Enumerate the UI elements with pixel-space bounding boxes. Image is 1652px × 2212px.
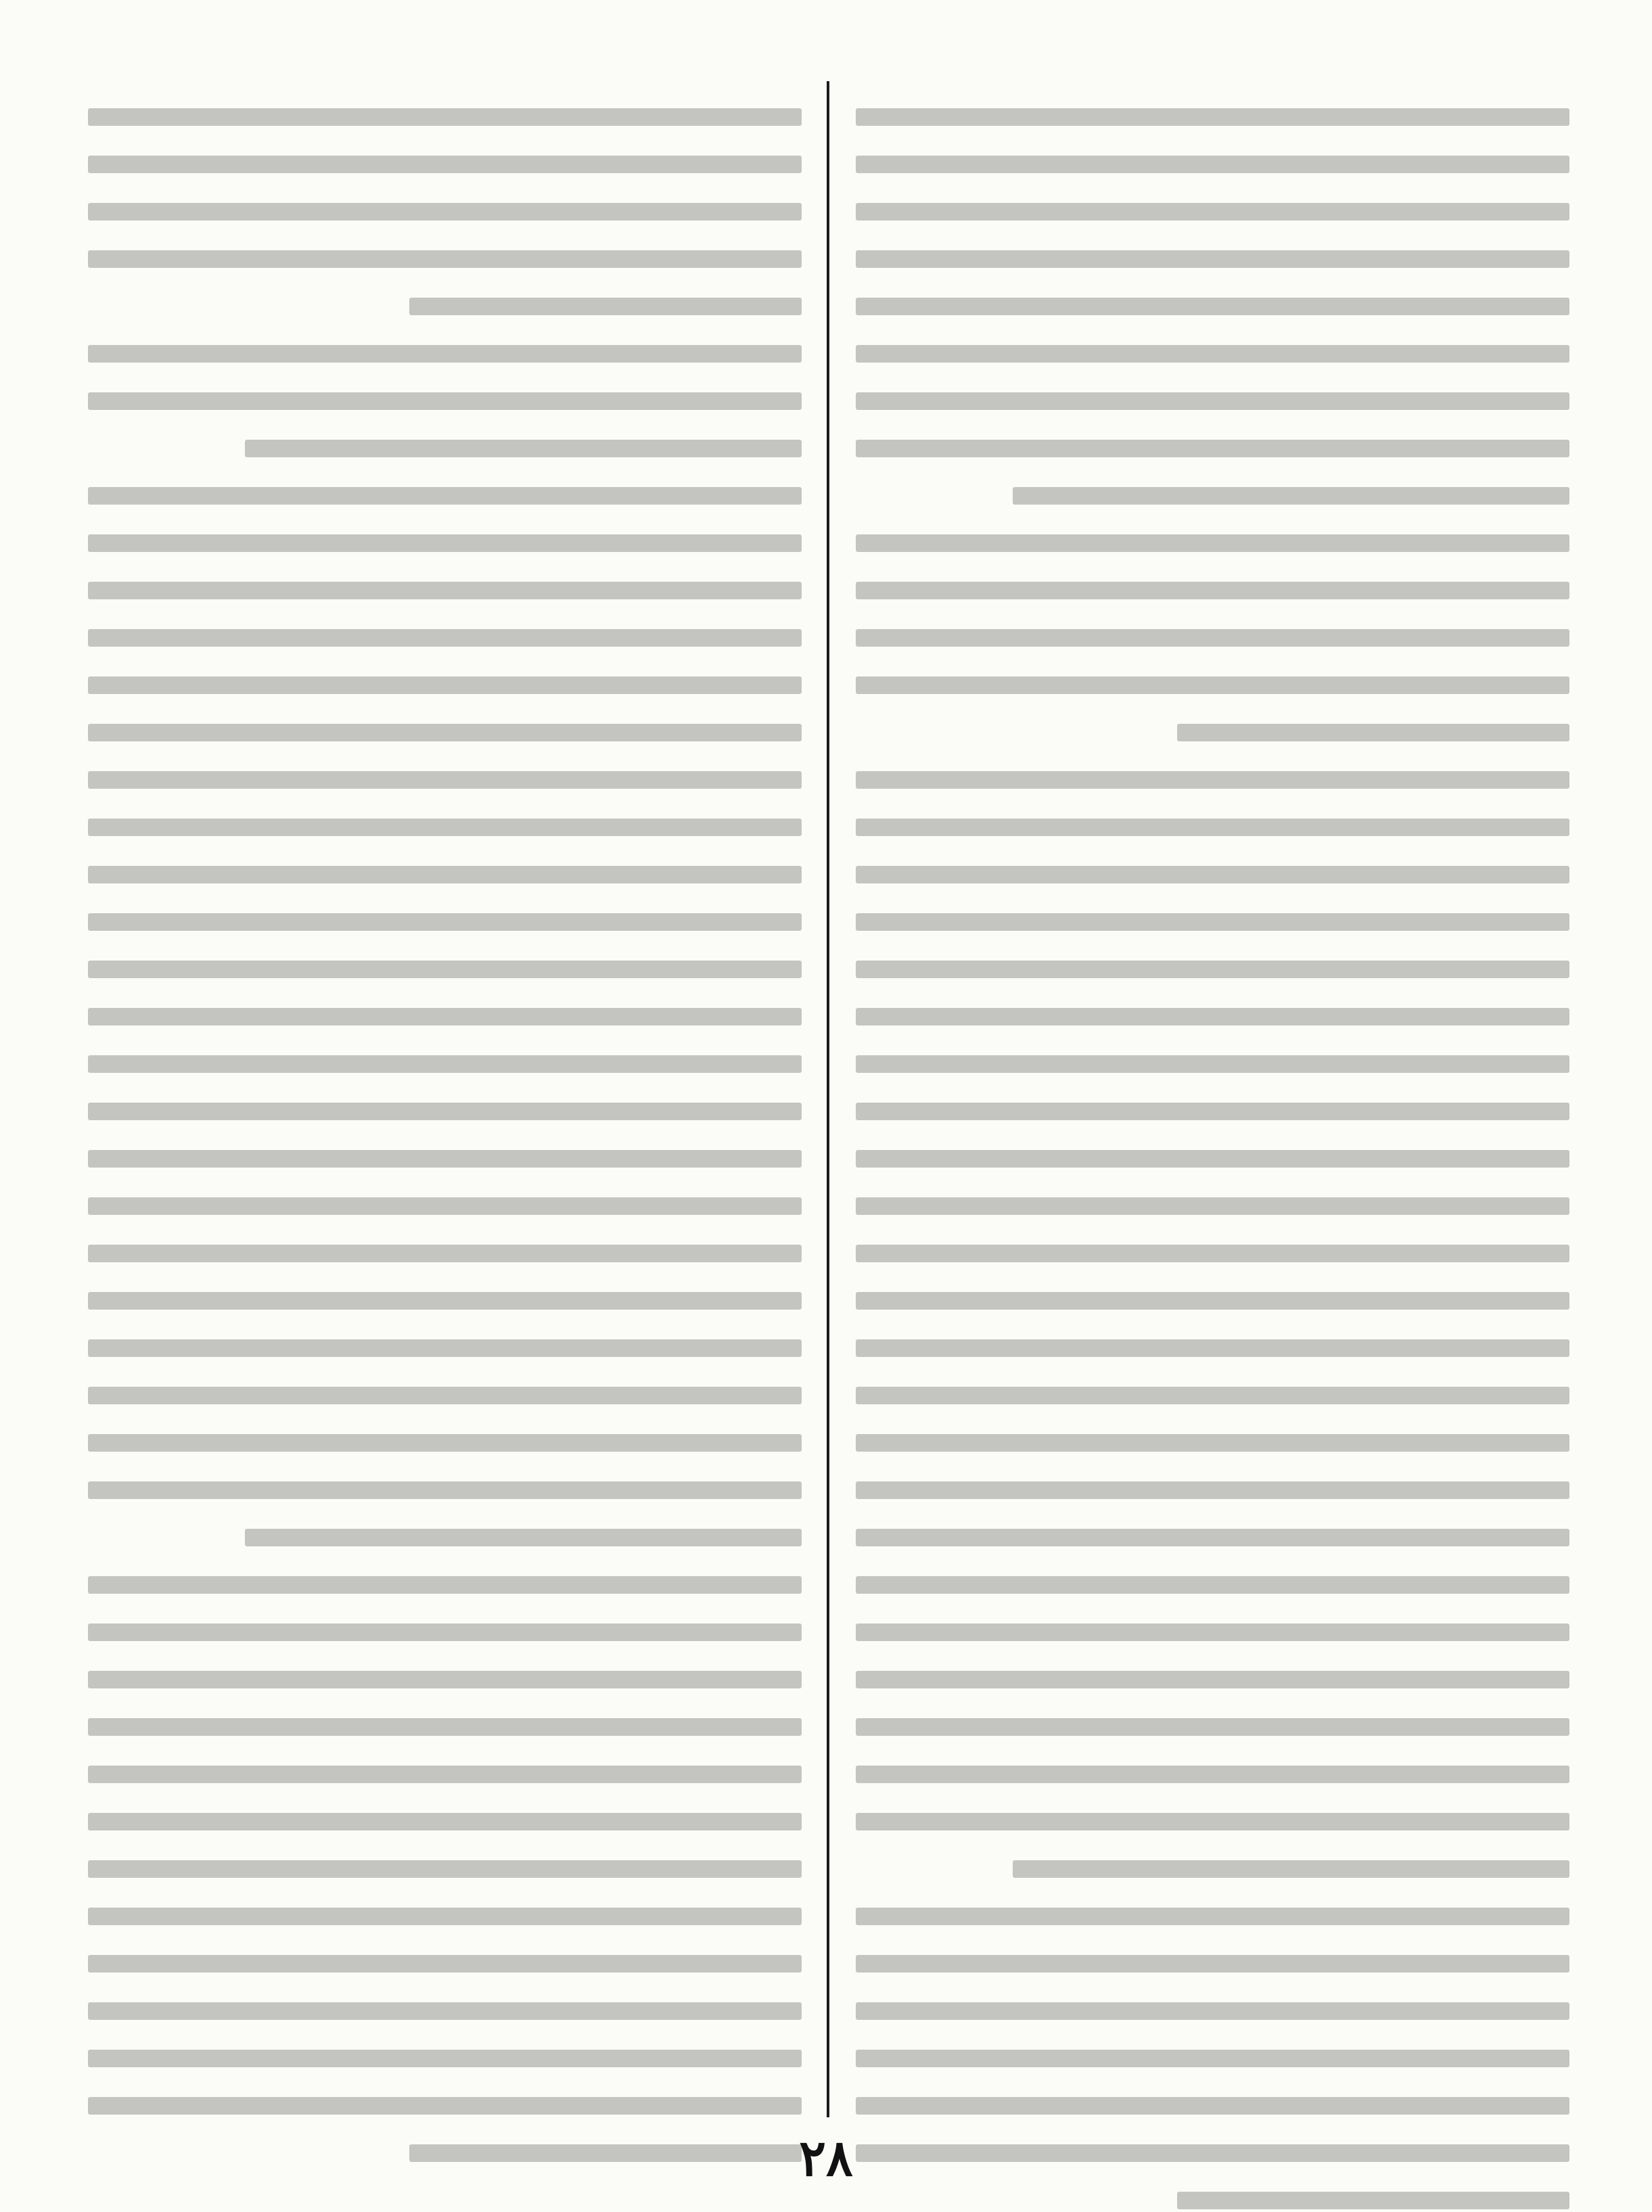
- text-line-placeholder: [88, 913, 802, 931]
- text-line-placeholder: [88, 1197, 802, 1215]
- text-line-placeholder: [88, 724, 802, 741]
- text-line-placeholder: [88, 961, 802, 978]
- text-line-placeholder: [856, 1339, 1569, 1357]
- paragraph: [88, 487, 802, 1546]
- paragraph: [88, 1576, 802, 2162]
- text-line-placeholder: [856, 819, 1569, 836]
- text-line-placeholder: [856, 1529, 1569, 1546]
- text-line-placeholder: [856, 1813, 1569, 1830]
- text-line-placeholder: [856, 156, 1569, 173]
- text-line-placeholder: [88, 1718, 802, 1736]
- text-line-placeholder: [88, 2097, 802, 2115]
- text-line-placeholder: [88, 1055, 802, 1073]
- text-line-placeholder: [856, 629, 1569, 647]
- text-line-placeholder: [856, 1055, 1569, 1073]
- text-line-placeholder: [856, 1576, 1569, 1594]
- text-line-placeholder: [88, 108, 802, 126]
- text-line-placeholder: [856, 2097, 1569, 2115]
- text-line-placeholder: [856, 2002, 1569, 2020]
- text-line-placeholder: [856, 1197, 1569, 1215]
- text-line-placeholder: [88, 1339, 802, 1357]
- text-line-placeholder: [856, 1623, 1569, 1641]
- text-line-placeholder: [88, 2002, 802, 2020]
- paragraph: [856, 108, 1569, 505]
- text-line-placeholder: [88, 819, 802, 836]
- text-line-placeholder: [409, 2144, 802, 2162]
- text-line-placeholder: [88, 1245, 802, 1262]
- column-rule: [827, 81, 829, 2117]
- text-line-placeholder: [856, 582, 1569, 599]
- text-line-placeholder: [856, 1103, 1569, 1120]
- text-line-placeholder: [88, 1623, 802, 1641]
- text-line-placeholder: [88, 1671, 802, 1688]
- text-line-placeholder: [856, 1671, 1569, 1688]
- paragraph: [88, 108, 802, 315]
- text-line-placeholder: [88, 629, 802, 647]
- text-line-placeholder: [88, 2050, 802, 2067]
- text-line-placeholder: [88, 1481, 802, 1499]
- text-line-placeholder: [88, 392, 802, 410]
- text-line-placeholder: [856, 440, 1569, 457]
- text-line-placeholder: [856, 676, 1569, 694]
- text-line-placeholder: [856, 1292, 1569, 1310]
- text-line-placeholder: [856, 1718, 1569, 1736]
- paragraph: [856, 534, 1569, 741]
- text-line-placeholder: [88, 1150, 802, 1168]
- text-line-placeholder: [856, 1245, 1569, 1262]
- text-line-placeholder: [856, 1434, 1569, 1452]
- text-line-placeholder: [88, 1955, 802, 1973]
- text-line-placeholder: [856, 392, 1569, 410]
- text-line-placeholder: [856, 1955, 1569, 1973]
- text-line-placeholder: [88, 487, 802, 505]
- text-line-placeholder: [88, 1292, 802, 1310]
- text-line-placeholder: [88, 1813, 802, 1830]
- text-line-placeholder: [88, 1908, 802, 1925]
- text-line-placeholder: [856, 961, 1569, 978]
- text-line-placeholder: [88, 250, 802, 268]
- text-line-placeholder: [856, 1008, 1569, 1026]
- text-line-placeholder: [856, 345, 1569, 363]
- text-line-placeholder: [409, 298, 802, 315]
- text-line-placeholder: [1177, 2192, 1569, 2209]
- text-line-placeholder: [856, 1387, 1569, 1404]
- text-line-placeholder: [88, 156, 802, 173]
- paragraph: [856, 1908, 1569, 2209]
- text-line-placeholder: [88, 203, 802, 221]
- text-line-placeholder: [856, 1481, 1569, 1499]
- text-line-placeholder: [88, 534, 802, 552]
- text-line-placeholder: [88, 771, 802, 789]
- text-line-placeholder: [856, 108, 1569, 126]
- text-line-placeholder: [1177, 724, 1569, 741]
- text-line-placeholder: [88, 1008, 802, 1026]
- text-line-placeholder: [88, 676, 802, 694]
- text-line-placeholder: [88, 1766, 802, 1783]
- text-line-placeholder: [245, 440, 802, 457]
- text-line-placeholder: [856, 1766, 1569, 1783]
- left-column: [88, 108, 802, 2104]
- text-line-placeholder: [88, 1103, 802, 1120]
- text-line-placeholder: [856, 866, 1569, 883]
- page-number: ٢٨: [799, 2129, 853, 2188]
- text-line-placeholder: [88, 1434, 802, 1452]
- text-line-placeholder: [856, 1150, 1569, 1168]
- text-line-placeholder: [856, 913, 1569, 931]
- text-line-placeholder: [856, 203, 1569, 221]
- text-line-placeholder: [856, 771, 1569, 789]
- text-line-placeholder: [88, 345, 802, 363]
- text-line-placeholder: [88, 1860, 802, 1878]
- text-line-placeholder: [1013, 487, 1569, 505]
- text-line-placeholder: [88, 1576, 802, 1594]
- text-line-placeholder: [88, 582, 802, 599]
- paragraph: [856, 771, 1569, 1878]
- text-line-placeholder: [88, 866, 802, 883]
- text-line-placeholder: [245, 1529, 802, 1546]
- text-line-placeholder: [856, 250, 1569, 268]
- text-line-placeholder: [856, 1908, 1569, 1925]
- text-line-placeholder: [856, 298, 1569, 315]
- paragraph: [88, 345, 802, 457]
- text-line-placeholder: [88, 1387, 802, 1404]
- text-line-placeholder: [856, 2144, 1569, 2162]
- text-line-placeholder: [856, 534, 1569, 552]
- text-line-placeholder: [1013, 1860, 1569, 1878]
- right-column: [856, 108, 1569, 2104]
- text-line-placeholder: [856, 2050, 1569, 2067]
